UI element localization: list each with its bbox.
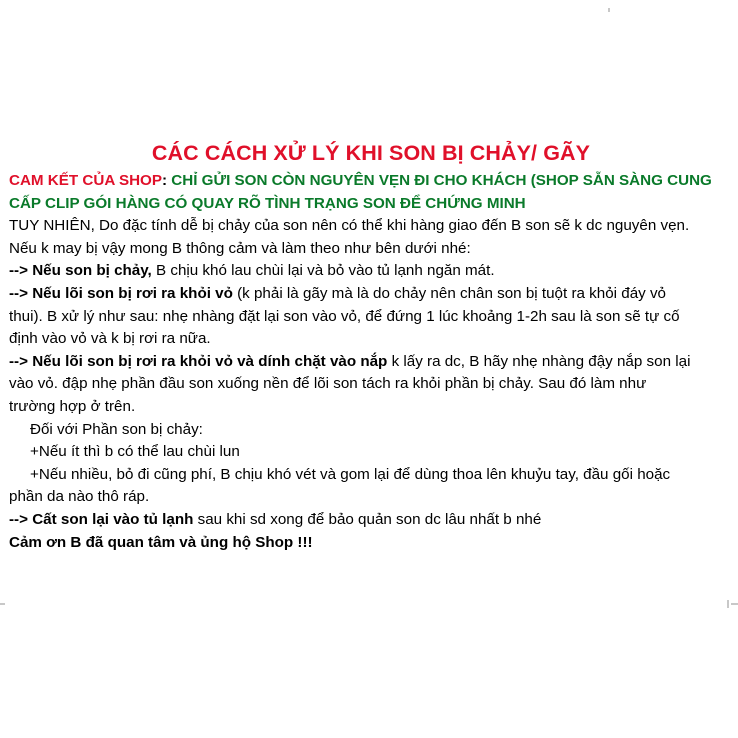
arrow-marker: -->	[9, 262, 33, 280]
commitment-label: CAM KẾT CỦA SHOP	[9, 172, 163, 189]
case-melted-text: B chịu khó lau chùi lại và bỏ vào tủ lạnh ngăn mát.	[151, 262, 495, 280]
arrow-marker: -->	[9, 510, 33, 528]
thanks-line: Cảm ơn B đã quan tâm và ủng hộ Shop !!!	[9, 533, 313, 551]
intro-line1: TUY NHIÊN, Do đặc tính dễ bị chảy của son nên có thể khi hàng giao đến B son sẽ k dc nguyên vẹn.	[9, 217, 690, 235]
crop-mark-top	[608, 8, 610, 12]
case-storage	[9, 509, 733, 532]
remnant-item-little: +Nếu ít thì b có thể lau chùi lun	[30, 443, 240, 461]
remnant-item-much-line2: phần da nào thô ráp.	[9, 488, 150, 506]
arrow-marker: -->	[9, 352, 33, 370]
remnant-item-much-line1: +Nếu nhiều, bỏ đi cũng phí, B chịu khó vét và gom lại để dùng thoa lên khuỷu tay, đầu gối hoặc	[30, 465, 671, 483]
case-core-stuck-line3: trường hợp ở trên.	[9, 397, 136, 415]
remnant-heading: Đối với Phần son bị chảy:	[30, 420, 203, 438]
case-core-stuck-heading: Nếu lõi son bị rơi ra khỏi vỏ và dính chặt vào nắp	[32, 352, 388, 370]
crop-mark-right	[731, 603, 738, 605]
case-core-fell	[9, 283, 733, 306]
case-storage-heading: Cất son lại vào tủ lạnh	[32, 510, 194, 528]
crop-mark-right-vertical	[727, 600, 729, 608]
case-core-fell-heading: Nếu lõi son bị rơi ra khỏi vỏ	[32, 284, 233, 302]
case-storage-text: sau khi sd xong để bảo quản son dc lâu nhất b nhé	[193, 510, 542, 528]
commitment-separator: :	[162, 172, 172, 189]
document-body	[9, 138, 733, 554]
shop-commitment	[9, 170, 733, 215]
case-core-fell-line2: thui). B xử lý như sau: nhẹ nhàng đặt lại son vào vỏ, để đứng 1 lúc khoảng 1-2h sau là son sẽ tự cố	[9, 307, 680, 325]
crop-mark-left	[0, 603, 5, 605]
commitment-text-line2: CẤP CLIP GÓI HÀNG CÓ QUAY RÕ TÌNH TRẠNG SON ĐỂ CHỨNG MINH	[9, 194, 526, 212]
page-title: CÁC CÁCH XỬ LÝ KHI SON BỊ CHẢY/ GÃY	[151, 141, 591, 165]
case-melted	[9, 260, 733, 283]
commitment-text-line1: CHỈ GỬI SON CÒN NGUYÊN VẸN ĐI CHO KHÁCH (SHOP SẴN SÀNG CUNG	[171, 172, 712, 189]
case-core-fell-line3: định vào vỏ và k bị rơi ra nữa.	[9, 330, 211, 348]
case-core-stuck	[9, 351, 733, 374]
case-melted-heading: Nếu son bị chảy,	[32, 262, 152, 280]
case-core-stuck-line2: vào vỏ. đập nhẹ phần đầu son xuống nền để lõi son tách ra khỏi phần bị chảy. Sau đó làm như	[9, 375, 647, 393]
case-core-stuck-text: k lấy ra dc, B hãy nhẹ nhàng đậy nắp son lại	[387, 352, 691, 370]
arrow-marker: -->	[9, 284, 33, 302]
intro-line2: Nếu k may bị vậy mong B thông cảm và làm theo như bên dưới nhé:	[9, 239, 471, 257]
case-core-fell-text: (k phải là gãy mà là do chảy nên chân son bị tuột ra khỏi đáy vỏ	[232, 284, 666, 302]
